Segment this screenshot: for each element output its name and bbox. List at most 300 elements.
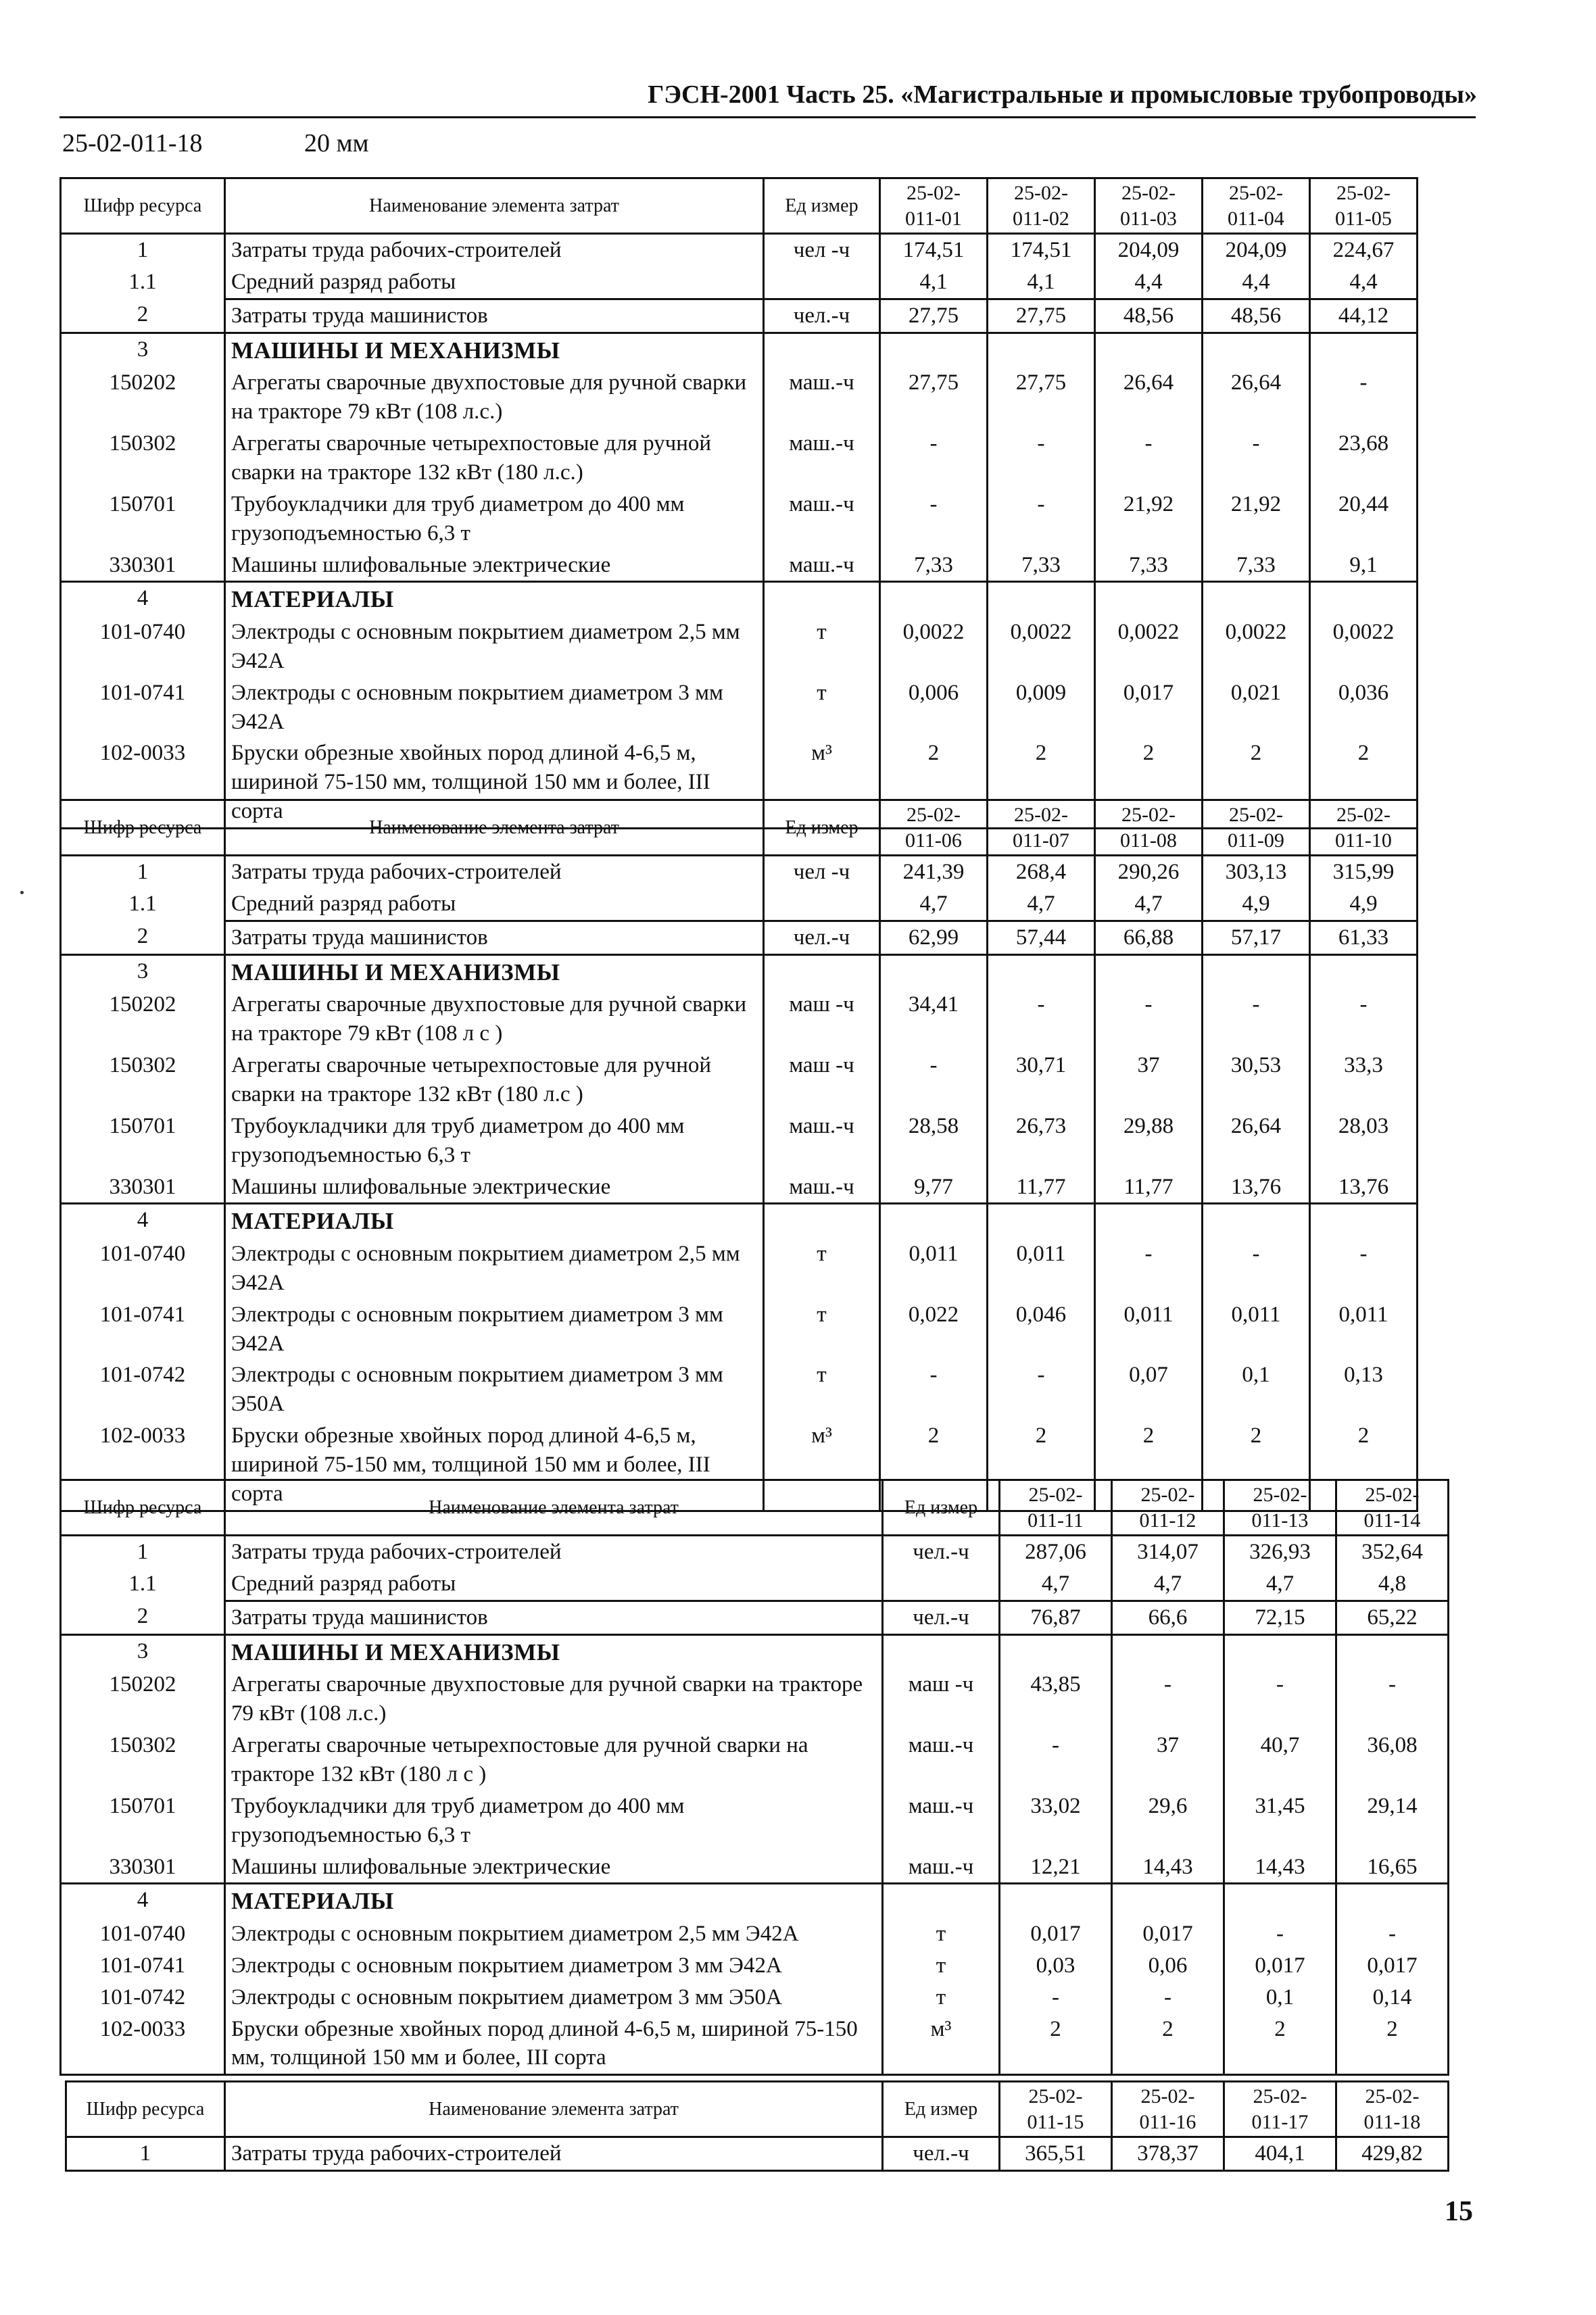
- value-cell: 4,7: [1095, 888, 1203, 921]
- table-row: [61, 299, 1418, 333]
- header-code: Шифр ресурса: [61, 800, 225, 856]
- value-cell: 204,09: [1095, 234, 1203, 266]
- value-cell: 30,53: [1203, 1050, 1310, 1111]
- value-cell: 0,017: [1112, 1918, 1224, 1950]
- value-cell: [1310, 333, 1418, 367]
- value-cell: 16,65: [1336, 1851, 1449, 1884]
- value-cell: 9,77: [880, 1171, 988, 1204]
- value-cell: [1336, 1634, 1449, 1669]
- value-cell: [1095, 954, 1203, 989]
- value-cell: -: [1310, 989, 1418, 1050]
- value-cell: 0,017: [1336, 1950, 1449, 1982]
- value-cell: 0,011: [1203, 1299, 1310, 1360]
- value-cell: 9,1: [1310, 550, 1418, 582]
- value-cell: 287,06: [1000, 1536, 1112, 1568]
- value-cell: 14,43: [1224, 1851, 1336, 1884]
- value-cell: 33,3: [1310, 1050, 1418, 1111]
- table-row: [61, 1982, 1449, 2014]
- value-cell: 40,7: [1224, 1730, 1336, 1790]
- value-cell: 404,1: [1224, 2137, 1336, 2171]
- value-cell: 36,08: [1336, 1730, 1449, 1790]
- value-cell: [988, 1204, 1095, 1238]
- value-cell: [1203, 333, 1310, 367]
- unit-cell: маш.-ч: [764, 489, 880, 550]
- value-cell: 2: [1095, 737, 1203, 828]
- value-cell: 48,56: [1203, 299, 1310, 333]
- table-row: [61, 888, 1418, 921]
- resource-code: 2: [61, 921, 225, 954]
- unit-cell: маш -ч: [764, 989, 880, 1050]
- value-cell: 20,44: [1310, 489, 1418, 550]
- header-norm-code: 25-02- 011-04: [1203, 178, 1310, 234]
- resource-code: 101-0741: [61, 1950, 225, 1982]
- value-cell: 27,75: [988, 367, 1095, 428]
- value-cell: -: [1203, 1238, 1310, 1299]
- value-cell: [1112, 1634, 1224, 1669]
- value-cell: -: [1203, 989, 1310, 1050]
- value-cell: [1095, 1204, 1203, 1238]
- value-cell: 27,75: [880, 299, 988, 333]
- value-cell: 13,76: [1203, 1171, 1310, 1204]
- section-row: [61, 333, 1418, 367]
- value-cell: 204,09: [1203, 234, 1310, 266]
- unit-cell: маш.-ч: [883, 1730, 1000, 1790]
- value-cell: [988, 333, 1095, 367]
- value-cell: 0,009: [988, 677, 1095, 738]
- value-cell: 62,99: [880, 921, 988, 954]
- header-unit: Ед измер: [764, 178, 880, 234]
- value-cell: 2: [1310, 1420, 1418, 1511]
- resource-name: Средний разряд работы: [225, 266, 764, 299]
- resource-code: 150302: [61, 428, 225, 489]
- value-cell: 43,85: [1000, 1669, 1112, 1730]
- resource-name: Электроды с основным покрытием диаметром 2,5 мм Э42А: [225, 1238, 764, 1299]
- header-divider: [59, 116, 1476, 118]
- unit-cell: маш.-ч: [764, 1111, 880, 1171]
- header-norm-code: 25-02- 011-05: [1310, 178, 1418, 234]
- unit-cell: м³: [764, 737, 880, 828]
- section-title: МАТЕРИАЛЫ: [225, 582, 764, 616]
- value-cell: 14,43: [1112, 1851, 1224, 1884]
- unit-cell: маш -ч: [764, 1050, 880, 1111]
- value-cell: 11,77: [1095, 1171, 1203, 1204]
- value-cell: 0,0022: [1095, 616, 1203, 677]
- header-name: Наименование элемента затрат: [225, 1480, 883, 1536]
- value-cell: 0,017: [1224, 1950, 1336, 1982]
- value-cell: 4,4: [1095, 266, 1203, 299]
- resource-code: 4: [61, 582, 225, 616]
- value-cell: 303,13: [1203, 856, 1310, 888]
- table-row: [61, 234, 1418, 266]
- unit-cell: т: [883, 1918, 1000, 1950]
- unit-cell: т: [764, 1299, 880, 1360]
- value-cell: -: [1112, 1982, 1224, 2014]
- resource-name: Бруски обрезные хвойных пород длиной 4-6,5 м, шириной 75-150 мм, толщиной 150 мм и более, III сорта: [225, 2014, 883, 2075]
- value-cell: 2: [1203, 737, 1310, 828]
- table-row: [61, 856, 1418, 888]
- resource-code: 150701: [61, 489, 225, 550]
- section-title: МАШИНЫ И МЕХАНИЗМЫ: [225, 333, 764, 367]
- value-cell: 4,9: [1203, 888, 1310, 921]
- resource-name: Затраты труда рабочих-строителей: [225, 234, 764, 266]
- resource-code: 150202: [61, 1669, 225, 1730]
- resource-code: 4: [61, 1204, 225, 1238]
- unit-cell: м³: [764, 1420, 880, 1511]
- unit-cell: маш.-ч: [764, 1171, 880, 1204]
- resource-name: Трубоукладчики для труб диаметром до 400 мм грузоподъемностью 6,3 т: [225, 1111, 764, 1171]
- resource-code: 102-0033: [61, 2014, 225, 2075]
- value-cell: [988, 582, 1095, 616]
- unit-cell: [764, 888, 880, 921]
- value-cell: -: [988, 428, 1095, 489]
- resource-name: Затраты труда машинистов: [225, 921, 764, 954]
- resource-name: Затраты труда машинистов: [225, 299, 764, 333]
- resource-name: Затраты труда машинистов: [225, 1601, 883, 1634]
- value-cell: -: [880, 1050, 988, 1111]
- value-cell: 76,87: [1000, 1601, 1112, 1634]
- value-cell: [1310, 582, 1418, 616]
- resource-code: 330301: [61, 1171, 225, 1204]
- section-row: [61, 1204, 1418, 1238]
- value-cell: 0,011: [1310, 1299, 1418, 1360]
- value-cell: [988, 954, 1095, 989]
- unit-cell: маш.-ч: [764, 428, 880, 489]
- value-cell: 61,33: [1310, 921, 1418, 954]
- value-cell: [1310, 1204, 1418, 1238]
- header-name: Наименование элемента затрат: [225, 2082, 883, 2137]
- resource-code: 150701: [61, 1790, 225, 1851]
- value-cell: 315,99: [1310, 856, 1418, 888]
- value-cell: -: [880, 1359, 988, 1420]
- table-row: [61, 550, 1418, 582]
- value-cell: 174,51: [988, 234, 1095, 266]
- resource-name: Трубоукладчики для труб диаметром до 400 мм грузоподъемностью 6,3 т: [225, 489, 764, 550]
- header-norm-code: 25-02- 011-11: [1000, 1480, 1112, 1536]
- value-cell: [1112, 1884, 1224, 1918]
- value-cell: 4,7: [880, 888, 988, 921]
- resource-code: 1: [66, 2137, 225, 2171]
- header-norm-code: 25-02- 011-14: [1336, 1480, 1449, 1536]
- resource-name: Бруски обрезные хвойных пород длиной 4-6,5 м, шириной 75-150 мм, толщиной 150 мм и более, III сорта: [225, 1420, 764, 1511]
- unit-cell: маш -ч: [883, 1669, 1000, 1730]
- value-cell: -: [880, 428, 988, 489]
- header-name: Наименование элемента затрат: [225, 178, 764, 234]
- value-cell: 378,37: [1112, 2137, 1224, 2171]
- resource-code: 3: [61, 1634, 225, 1669]
- section-row: [61, 1634, 1449, 1669]
- resource-code: 2: [61, 1601, 225, 1634]
- value-cell: 0,046: [988, 1299, 1095, 1360]
- table-row: [61, 1359, 1418, 1420]
- resource-code: 1: [61, 856, 225, 888]
- resource-name: Средний разряд работы: [225, 888, 764, 921]
- table-header-row: [66, 2082, 1449, 2137]
- value-cell: -: [1095, 989, 1203, 1050]
- header-norm-code: 25-02- 011-02: [988, 178, 1095, 234]
- resource-name: Электроды с основным покрытием диаметром 2,5 мм Э42А: [225, 616, 764, 677]
- value-cell: 28,03: [1310, 1111, 1418, 1171]
- header-norm-code: 25-02- 011-10: [1310, 800, 1418, 856]
- header-name: Наименование элемента затрат: [225, 800, 764, 856]
- table-header-row: [61, 178, 1418, 234]
- table-header-row: [61, 800, 1418, 856]
- table-header-row: [61, 1480, 1449, 1536]
- resource-name: Машины шлифовальные электрические: [225, 1851, 883, 1884]
- unit-cell: [883, 1568, 1000, 1601]
- value-cell: -: [1000, 1730, 1112, 1790]
- value-cell: 29,14: [1336, 1790, 1449, 1851]
- section-row: [61, 1884, 1449, 1918]
- unit-cell: [764, 1204, 880, 1238]
- value-cell: 27,75: [988, 299, 1095, 333]
- value-cell: 4,7: [988, 888, 1095, 921]
- value-cell: 0,0022: [880, 616, 988, 677]
- table-row: [61, 489, 1418, 550]
- header-norm-code: 25-02- 011-08: [1095, 800, 1203, 856]
- unit-cell: маш.-ч: [883, 1790, 1000, 1851]
- value-cell: [880, 582, 988, 616]
- unit-cell: т: [764, 1359, 880, 1420]
- unit-cell: чел.-ч: [883, 2137, 1000, 2171]
- header-code: Шифр ресурса: [61, 178, 225, 234]
- value-cell: -: [1224, 1669, 1336, 1730]
- resource-name: Электроды с основным покрытием диаметром 3 мм Э42А: [225, 1299, 764, 1360]
- unit-cell: чел.-ч: [883, 1601, 1000, 1634]
- value-cell: 429,82: [1336, 2137, 1449, 2171]
- value-cell: 26,64: [1095, 367, 1203, 428]
- value-cell: 27,75: [880, 367, 988, 428]
- resource-name: Бруски обрезные хвойных пород длиной 4-6,5 м, шириной 75-150 мм, толщиной 150 мм и более, III сорта: [225, 737, 764, 828]
- table-row: [61, 428, 1418, 489]
- resource-name: Электроды с основным покрытием диаметром 3 мм Э50А: [225, 1359, 764, 1420]
- value-cell: 0,021: [1203, 677, 1310, 738]
- resource-name: Машины шлифовальные электрические: [225, 550, 764, 582]
- value-cell: -: [880, 489, 988, 550]
- resource-name: Электроды с основным покрытием диаметром 2,5 мм Э42А: [225, 1918, 883, 1950]
- resource-name: Агрегаты сварочные двухпостовые для ручной сварки на тракторе 79 кВт (108 л с ): [225, 989, 764, 1050]
- resource-code: 101-0741: [61, 677, 225, 738]
- value-cell: 0,13: [1310, 1359, 1418, 1420]
- unit-cell: чел -ч: [764, 856, 880, 888]
- resource-table: [65, 2080, 1449, 2172]
- unit-cell: маш.-ч: [883, 1851, 1000, 1884]
- value-cell: 0,022: [880, 1299, 988, 1360]
- value-cell: [1203, 582, 1310, 616]
- value-cell: 2: [880, 737, 988, 828]
- value-cell: 365,51: [1000, 2137, 1112, 2171]
- section-title: МАШИНЫ И МЕХАНИЗМЫ: [225, 954, 764, 989]
- value-cell: 4,7: [1112, 1568, 1224, 1601]
- value-cell: 7,33: [1095, 550, 1203, 582]
- value-cell: 4,9: [1310, 888, 1418, 921]
- value-cell: 11,77: [988, 1171, 1095, 1204]
- value-cell: 4,1: [880, 266, 988, 299]
- value-cell: 30,71: [988, 1050, 1095, 1111]
- value-cell: [880, 1204, 988, 1238]
- value-cell: -: [1224, 1918, 1336, 1950]
- header-norm-code: 25-02- 011-03: [1095, 178, 1203, 234]
- value-cell: 241,39: [880, 856, 988, 888]
- value-cell: 2: [988, 737, 1095, 828]
- value-cell: 0,0022: [1310, 616, 1418, 677]
- value-cell: 26,64: [1203, 367, 1310, 428]
- value-cell: 48,56: [1095, 299, 1203, 333]
- value-cell: 65,22: [1336, 1601, 1449, 1634]
- table-row: [61, 921, 1418, 954]
- value-cell: -: [1336, 1918, 1449, 1950]
- table-code-label: 25-02-011-18: [62, 129, 203, 157]
- value-cell: 224,67: [1310, 234, 1418, 266]
- resource-name: Электроды с основным покрытием диаметром 3 мм Э42А: [225, 677, 764, 738]
- value-cell: [1203, 954, 1310, 989]
- resource-name: Затраты труда рабочих-строителей: [225, 2137, 883, 2171]
- value-cell: 72,15: [1224, 1601, 1336, 1634]
- value-cell: 12,21: [1000, 1851, 1112, 1884]
- header-norm-code: 25-02- 011-06: [880, 800, 988, 856]
- value-cell: [880, 954, 988, 989]
- resource-code: 150701: [61, 1111, 225, 1171]
- value-cell: 0,1: [1203, 1359, 1310, 1420]
- header-norm-code: 25-02- 011-17: [1224, 2082, 1336, 2137]
- value-cell: -: [1000, 1982, 1112, 2014]
- unit-cell: чел.-ч: [764, 921, 880, 954]
- value-cell: 31,45: [1224, 1790, 1336, 1851]
- header-norm-code: 25-02- 011-12: [1112, 1480, 1224, 1536]
- resource-name: Электроды с основным покрытием диаметром 3 мм Э50А: [225, 1982, 883, 2014]
- table-row: [61, 1601, 1449, 1634]
- value-cell: 7,33: [988, 550, 1095, 582]
- unit-cell: чел.-ч: [883, 1536, 1000, 1568]
- resource-code: 150302: [61, 1730, 225, 1790]
- unit-cell: чел -ч: [764, 234, 880, 266]
- resource-code: 150202: [61, 367, 225, 428]
- table-row: [61, 1568, 1449, 1601]
- value-cell: 4,7: [1224, 1568, 1336, 1601]
- value-cell: [1336, 1884, 1449, 1918]
- header-code: Шифр ресурса: [66, 2082, 225, 2137]
- value-cell: [1203, 1204, 1310, 1238]
- value-cell: 2: [988, 1420, 1095, 1511]
- resource-code: 102-0033: [61, 1420, 225, 1511]
- resource-name: Агрегаты сварочные четырехпостовые для ручной сварки на тракторе 132 кВт (180 л с ): [225, 1730, 883, 1790]
- value-cell: 0,14: [1336, 1982, 1449, 2014]
- value-cell: 326,93: [1224, 1536, 1336, 1568]
- header-unit: Ед измер: [883, 1480, 1000, 1536]
- resource-name: Агрегаты сварочные четырехпостовые для ручной сварки на тракторе 132 кВт (180 л.с ): [225, 1050, 764, 1111]
- unit-cell: [764, 954, 880, 989]
- resource-code: 101-0740: [61, 616, 225, 677]
- resource-code: 330301: [61, 550, 225, 582]
- resource-code: 1.1: [61, 888, 225, 921]
- value-cell: -: [988, 1359, 1095, 1420]
- value-cell: 57,44: [988, 921, 1095, 954]
- value-cell: 4,1: [988, 266, 1095, 299]
- table-row: [61, 1790, 1449, 1851]
- value-cell: 0,1: [1224, 1982, 1336, 2014]
- section-title: МАТЕРИАЛЫ: [225, 1204, 764, 1238]
- value-cell: -: [1310, 1238, 1418, 1299]
- header-unit: Ед измер: [883, 2082, 1000, 2137]
- unit-cell: [764, 333, 880, 367]
- resource-code: 3: [61, 954, 225, 989]
- value-cell: -: [1112, 1669, 1224, 1730]
- value-cell: 0,03: [1000, 1950, 1112, 1982]
- header-norm-code: 25-02- 011-01: [880, 178, 988, 234]
- resource-code: 102-0033: [61, 737, 225, 828]
- value-cell: 29,88: [1095, 1111, 1203, 1171]
- scan-speck: [20, 891, 24, 894]
- table-row: [61, 1299, 1418, 1360]
- value-cell: [1095, 333, 1203, 367]
- resource-name: Трубоукладчики для труб диаметром до 400 мм грузоподъемностью 6,3 т: [225, 1790, 883, 1851]
- value-cell: 0,06: [1112, 1950, 1224, 1982]
- resource-name: Затраты труда рабочих-строителей: [225, 856, 764, 888]
- value-cell: 314,07: [1112, 1536, 1224, 1568]
- value-cell: 268,4: [988, 856, 1095, 888]
- value-cell: 290,26: [1095, 856, 1203, 888]
- table-row: [61, 616, 1418, 677]
- value-cell: 4,7: [1000, 1568, 1112, 1601]
- section-row: [61, 954, 1418, 989]
- value-cell: 66,88: [1095, 921, 1203, 954]
- header-norm-code: 25-02- 011-07: [988, 800, 1095, 856]
- value-cell: 4,4: [1203, 266, 1310, 299]
- resource-name: Машины шлифовальные электрические: [225, 1171, 764, 1204]
- header-norm-code: 25-02- 011-09: [1203, 800, 1310, 856]
- table-row: [61, 367, 1418, 428]
- value-cell: 23,68: [1310, 428, 1418, 489]
- resource-code: 330301: [61, 1851, 225, 1884]
- value-cell: 4,4: [1310, 266, 1418, 299]
- page-number: 15: [1445, 2196, 1473, 2227]
- value-cell: 0,036: [1310, 677, 1418, 738]
- table-row: [61, 1851, 1449, 1884]
- unit-cell: [883, 1634, 1000, 1669]
- table-row: [61, 677, 1418, 738]
- value-cell: 0,006: [880, 677, 988, 738]
- resource-code: 1: [61, 234, 225, 266]
- header-norm-code: 25-02- 011-13: [1224, 1480, 1336, 1536]
- section-title: МАТЕРИАЛЫ: [225, 1884, 883, 1918]
- unit-cell: чел.-ч: [764, 299, 880, 333]
- resource-table: [59, 1479, 1449, 2076]
- table-row: [61, 1111, 1418, 1171]
- unit-cell: [764, 582, 880, 616]
- resource-code: 150302: [61, 1050, 225, 1111]
- resource-name: Электроды с основным покрытием диаметром 3 мм Э42А: [225, 1950, 883, 1982]
- value-cell: 0,07: [1095, 1359, 1203, 1420]
- value-cell: 34,41: [880, 989, 988, 1050]
- value-cell: 0,011: [988, 1238, 1095, 1299]
- resource-code: 101-0742: [61, 1359, 225, 1420]
- value-cell: 28,58: [880, 1111, 988, 1171]
- value-cell: 2: [880, 1420, 988, 1511]
- unit-cell: т: [764, 677, 880, 738]
- value-cell: 352,64: [1336, 1536, 1449, 1568]
- resource-code: 1.1: [61, 266, 225, 299]
- value-cell: 26,64: [1203, 1111, 1310, 1171]
- table-row: [61, 2014, 1449, 2075]
- diameter-label: 20 мм: [304, 129, 369, 157]
- value-cell: 7,33: [1203, 550, 1310, 582]
- value-cell: 2: [1112, 2014, 1224, 2075]
- value-cell: 29,6: [1112, 1790, 1224, 1851]
- value-cell: 26,73: [988, 1111, 1095, 1171]
- value-cell: 2: [1000, 2014, 1112, 2075]
- value-cell: 44,12: [1310, 299, 1418, 333]
- value-cell: 0,017: [1000, 1918, 1112, 1950]
- resource-code: 101-0742: [61, 1982, 225, 2014]
